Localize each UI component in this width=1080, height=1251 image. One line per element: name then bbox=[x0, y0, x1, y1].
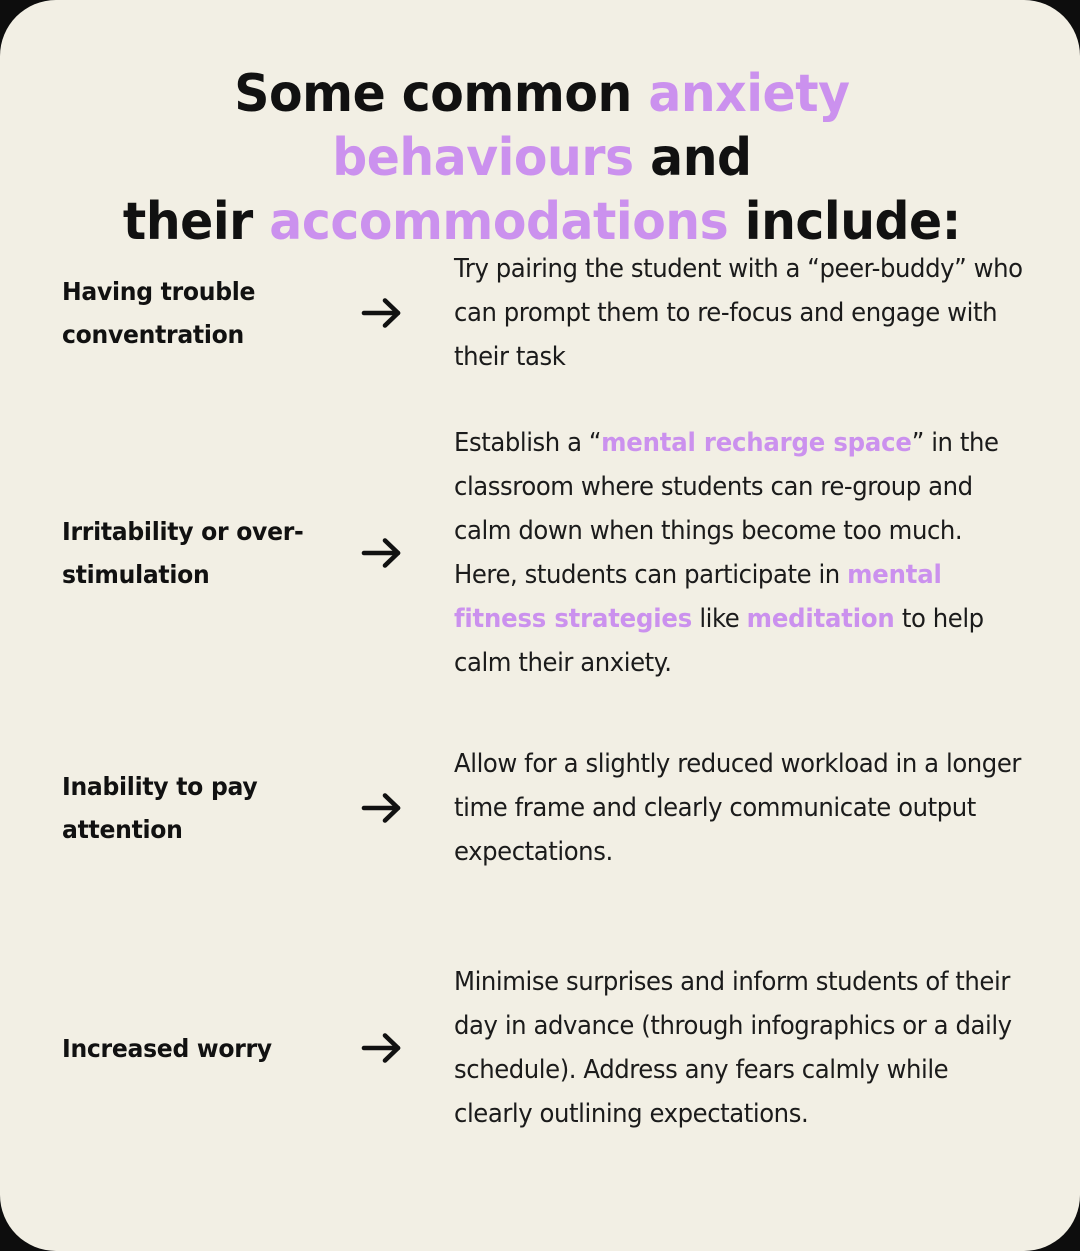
behaviour-label: Having trouble conventration bbox=[62, 277, 256, 349]
title-segment-plain: their bbox=[122, 192, 270, 252]
highlighted-phrase: meditation bbox=[746, 604, 895, 634]
arrow-right-icon bbox=[354, 788, 454, 828]
body-text-segment: Try pairing the student with a “peer-buddy” who can prompt them to re-focus and engage with their task bbox=[454, 254, 1023, 372]
behaviour-label: Irritability or over-stimulation bbox=[62, 517, 304, 589]
body-text-segment: like bbox=[692, 604, 747, 634]
title-segment-highlight: accommodations bbox=[269, 192, 729, 252]
arrow-right-icon bbox=[354, 1028, 454, 1068]
page-title bbox=[32, 0, 1047, 254]
arrow-right-icon bbox=[354, 533, 454, 573]
highlighted-phrase: mental fitness strategies bbox=[454, 560, 942, 634]
highlighted-phrase: mental recharge space bbox=[601, 428, 912, 458]
body-text-segment: to help calm their anxiety. bbox=[454, 604, 984, 678]
body-text-segment: ” in the classroom where students can re-group and calm down when things become too much. Here, students can participate in bbox=[454, 428, 999, 590]
list-item bbox=[0, 238, 1080, 388]
accommodation-text bbox=[454, 247, 1031, 379]
list-item bbox=[0, 718, 1080, 898]
body-text-segment: Establish a “ bbox=[454, 428, 602, 458]
title-segment-highlight: anxiety behaviours bbox=[332, 64, 850, 188]
accommodation-text bbox=[454, 421, 1031, 685]
arrow-right-icon bbox=[354, 293, 454, 333]
behaviour-accommodation-list bbox=[0, 238, 1080, 1198]
title-segment-plain: and bbox=[633, 128, 752, 188]
accommodation-text bbox=[454, 742, 1031, 874]
title-line-1 bbox=[234, 64, 849, 188]
title-segment-plain: include: bbox=[728, 192, 961, 252]
list-item bbox=[0, 388, 1080, 718]
body-text-segment: Minimise surprises and inform students of their day in advance (through infographics or a daily schedule). Address any fears calmly while clearly outlining expectations. bbox=[454, 967, 1012, 1129]
title-segment-plain: Some common bbox=[234, 64, 649, 124]
behaviour-label: Inability to pay attention bbox=[62, 772, 258, 844]
behaviour-label: Increased worry bbox=[62, 1033, 272, 1063]
accommodation-text bbox=[454, 960, 1031, 1136]
list-item bbox=[0, 898, 1080, 1198]
body-text-segment: Allow for a slightly reduced workload in a longer time frame and clearly communicate output expectations. bbox=[454, 749, 1021, 867]
